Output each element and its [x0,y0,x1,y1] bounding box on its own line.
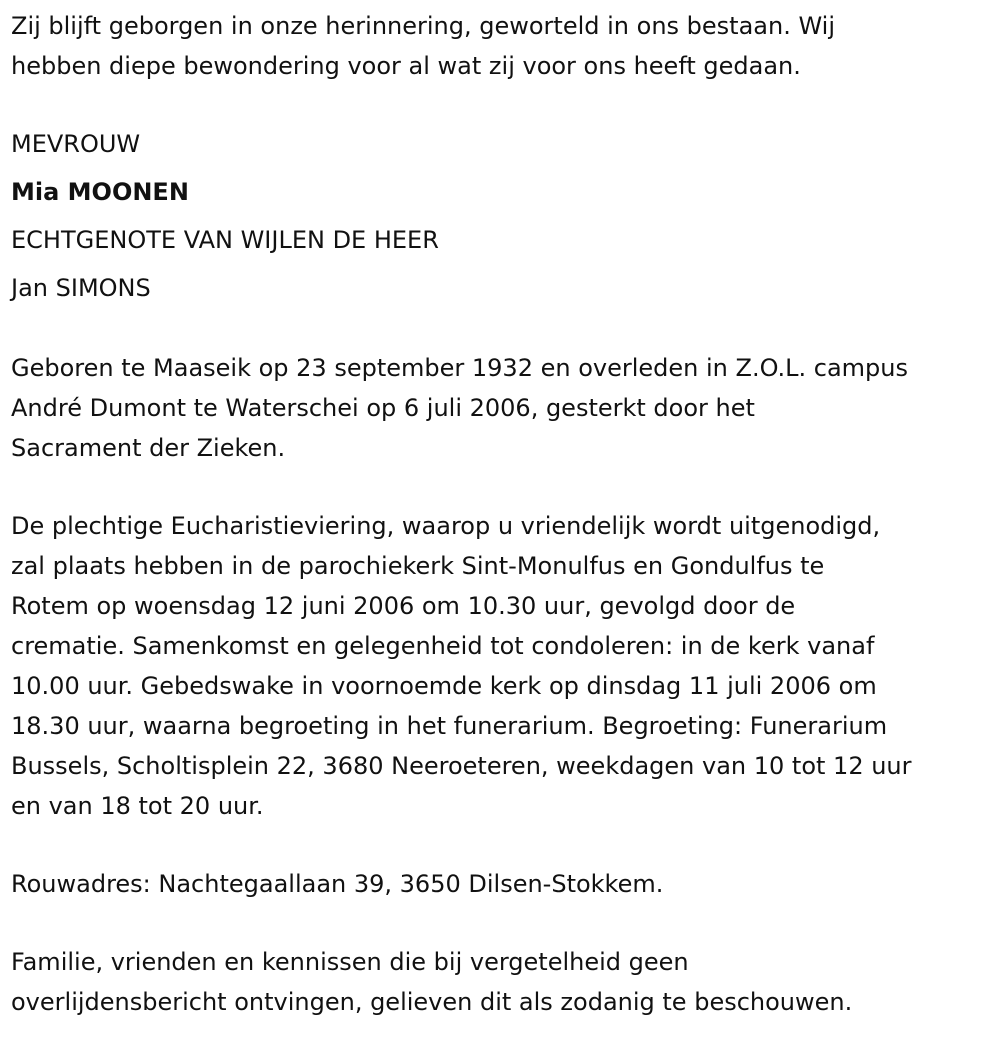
deceased-relation: ECHTGENOTE VAN WIJLEN DE HEER [11,226,439,254]
deceased-block [11,120,1000,312]
spacer [11,86,1000,124]
birth-death-line: Sacrament der Zieken. [11,434,286,462]
ceremony-paragraph [11,506,1000,826]
spacer [11,312,1000,348]
ceremony-line: en van 18 tot 20 uur. [11,792,264,820]
ceremony-line: zal plaats hebben in de parochiekerk Sint-Monulfus en Gondulfus te [11,552,825,580]
ceremony-line: crematie. Samenkomst en gelegenheid tot condoleren: in de kerk vanaf [11,632,875,660]
ceremony-line: Rotem op woensdag 12 juni 2006 om 10.30 uur, gevolgd door de [11,592,796,620]
spacer [11,468,1000,506]
ceremony-line: Bussels, Scholtisplein 22, 3680 Neeroeteren, weekdagen van 10 tot 12 uur [11,752,912,780]
deceased-name: Mia MOONEN [11,178,189,206]
spacer [11,826,1000,864]
intro-paragraph [11,6,1000,86]
spouse-name: Jan SIMONS [11,274,151,302]
mourning-address: Rouwadres: Nachtegaallaan 39, 3650 Dilsen-Stokkem. [11,870,664,898]
birth-death-paragraph [11,348,1000,468]
ceremony-line: 18.30 uur, waarna begroeting in het funerarium. Begroeting: Funerarium [11,712,888,740]
birth-death-line: Geboren te Maaseik op 23 september 1932 en overleden in Z.O.L. campus [11,354,908,382]
intro-line: hebben diepe bewondering voor al wat zij voor ons heeft gedaan. [11,52,801,80]
birth-death-line: André Dumont te Waterschei op 6 juli 2006, gesterkt door het [11,394,755,422]
ceremony-line: De plechtige Eucharistieviering, waarop u vriendelijk wordt uitgenodigd, [11,512,881,540]
closing-line: overlijdensbericht ontvingen, gelieven dit als zodanig te beschouwen. [11,988,853,1016]
closing-paragraph [11,942,1000,1022]
spacer [11,904,1000,942]
address-paragraph [11,864,1000,904]
intro-line: Zij blijft geborgen in onze herinnering, geworteld in ons bestaan. Wij [11,12,836,40]
ceremony-line: 10.00 uur. Gebedswake in voornoemde kerk op dinsdag 11 juli 2006 om [11,672,877,700]
deceased-title: MEVROUW [11,130,141,158]
closing-line: Familie, vrienden en kennissen die bij vergetelheid geen [11,948,689,976]
